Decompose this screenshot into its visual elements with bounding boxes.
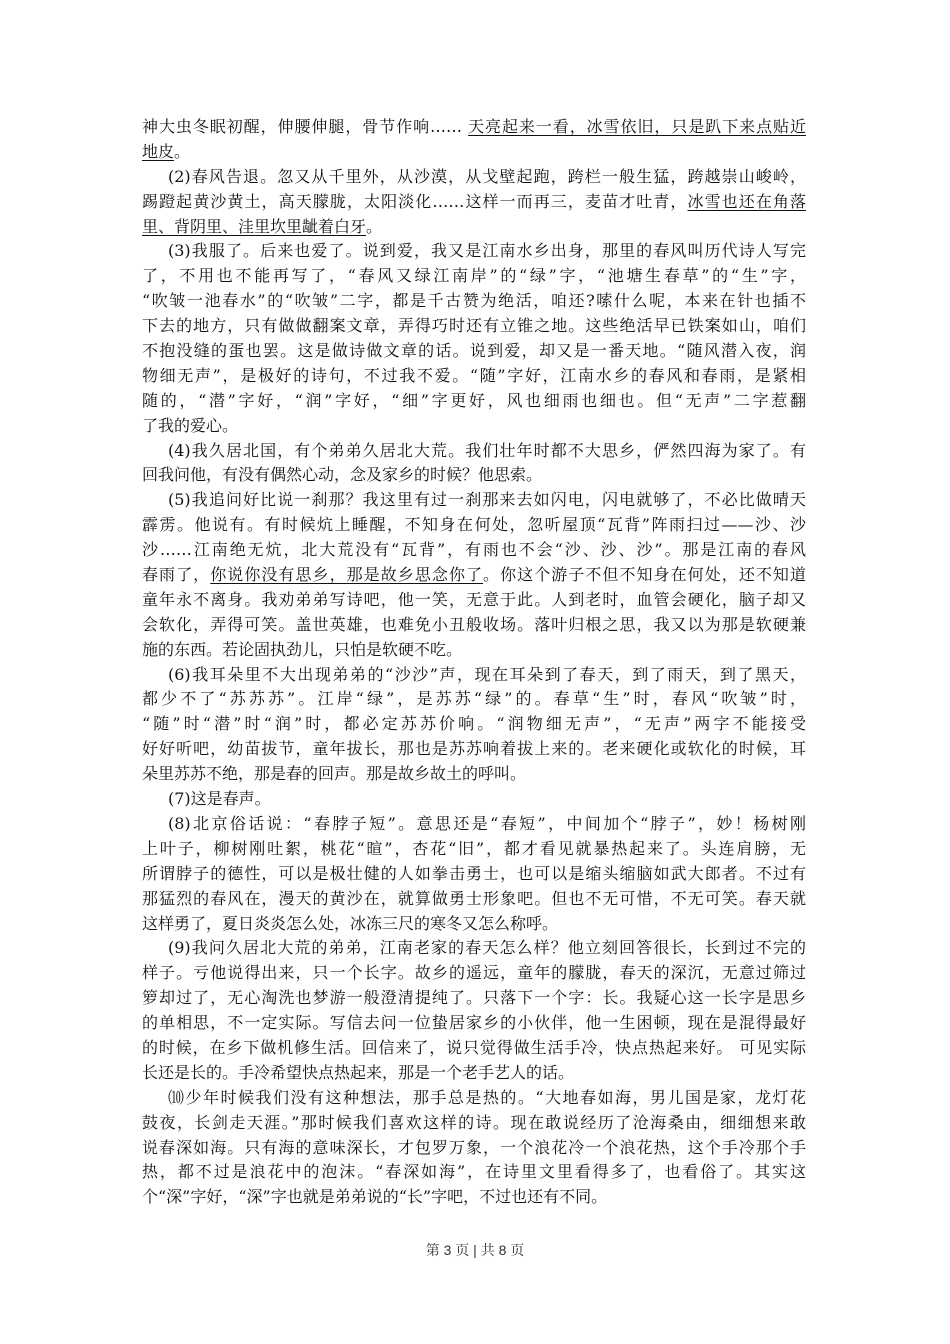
paragraph [142, 812, 806, 936]
text-line: 上叶子，柳树刚吐絮，桃花“暄”，杏花“旧”，都才看见就暴热起来了。头连肩膀，无 [142, 838, 806, 858]
text-line: 热，都不过是浪花中的泡沫。“春深如海”，在诗里文里看得多了，也看俗了。其实这 [142, 1162, 806, 1182]
page-number: 第 3 页 | 共 8 页 [425, 1242, 525, 1258]
text-line: 了，不用也不能再写了，“春风又绿江南岸”的“绿”字，“池塘生春草”的“生”字， [142, 266, 806, 286]
text-line [142, 215, 806, 240]
text-line: 物细无声”，是极好的诗句，不过我不爱。“随”字好，江南水乡的春风和春雨，是紧相 [142, 365, 806, 385]
text-line: 施的东西。若论固执劲儿，只怕是软硬不吃。 [142, 639, 463, 659]
underlined-text: 你说你没有思乡，那是故乡思念你了 [210, 565, 484, 585]
paragraph [142, 239, 806, 438]
text-line: (7)这是春声。 [168, 789, 271, 809]
text-line: (9)我问久居北大荒的弟弟，江南老家的春天怎么样？他立刻回答很长，长到过不完的 [168, 938, 806, 958]
text-line: “吹皱一池春水”的“吹皱”二字，都是千古赞为绝活，咱还?嗦什么呢，本来在针也插不 [142, 291, 806, 311]
text-segment: 。 [174, 141, 191, 161]
text-line: (5)我追问好比说一刹那？我这里有过一刹那来去如闪电，闪电就够了，不必比做晴天 [168, 490, 806, 510]
text-line: “随”时“潜”时“润”时，都必定苏苏价响。“润物细无声”，“无声”两字不能接受 [142, 714, 806, 734]
text-line: 样子。亏他说得出来，只一个长字。故乡的遥远，童年的朦胧，春天的深沉，无意过筛过 [142, 963, 806, 983]
text-line: 了我的爱心。 [142, 415, 239, 435]
text-line: (2)春风告退。忽又从千里外，从沙漠，从戈壁起跑，跨栏一般生猛，跨越崇山峻岭， [168, 166, 806, 186]
text-line: 不抱没缝的蛋也罢。这是做诗做文章的话。说到爱，却又是一番天地。“随风潜入夜，润 [142, 341, 806, 361]
text-line: 个“深”字好，“深”字也就是弟弟说的“长”字吧，不过也还有不同。 [142, 1187, 608, 1207]
paragraph [142, 1086, 806, 1210]
text-line: 随的，“潜”字好，“润”字好，“细”字更好，风也细雨也细也。但“无声”二字惹翻 [142, 390, 806, 410]
text-segment: 。 [366, 216, 383, 236]
text-segment: 踢蹬起黄沙黄土，高天朦胧，太阳淡化……这样一而再三，麦苗才吐青， [142, 191, 688, 211]
text-line: 鼓夜，长剑走天涯。”那时候我们喜欢这样的诗。现在敢说经历了沧海桑由，细细想来敢 [142, 1112, 806, 1132]
text-line: (6)我耳朵里不大出现弟弟的“沙沙”声，现在耳朵到了春天，到了雨天，到了黑天， [168, 664, 806, 684]
text-line: 回我问他，有没有偶然心动，念及家乡的时候？他思索。 [142, 465, 543, 485]
text-line [142, 563, 806, 588]
text-line: ⑽少年时候我们没有这种想法，那手总是热的。“大地春如海，男儿国是家，龙灯花 [168, 1087, 806, 1107]
text-line: 下去的地方，只有做做翻案文章，弄得巧时还有立锥之地。这些绝活早已铁案如山，咱们 [142, 316, 806, 336]
text-line: 都少不了“苏苏苏”。江岸“绿”，是苏苏“绿”的。春草“生”时，春风“吹皱”时， [142, 689, 806, 709]
text-segment: 春雨了， [142, 565, 211, 585]
paragraph [142, 663, 806, 787]
text-line: 朵里苏苏不绝，那是春的回声。那是故乡故土的呼叫。 [142, 764, 527, 784]
text-line: 会软化，弄得可笑。盖世英雄，也难免小丑般收场。落叶归根之思，我又以为那是软硬兼 [142, 614, 806, 634]
text-line: 的时候，在乡下做机修生活。回信来了，说只觉得做生活手冷，快点热起来好。 可见实际 [142, 1037, 806, 1057]
text-line: (3)我服了。后来也爱了。说到爱，我又是江南水乡出身，那里的春风叫历代诗人写完 [168, 241, 806, 261]
text-segment: 。你这个游子不但不知身在何处，还不知道 [483, 565, 806, 585]
text-line: 这样勇了，夏日炎炎怎么处，冰冻三尺的寒冬又怎么称呼。 [142, 913, 559, 933]
text-line: 的单相思，不一定实际。写信去问一位蛰居家乡的小伙伴，他一生困顿，现在是混得最好 [142, 1013, 806, 1033]
paragraph [142, 165, 806, 240]
underlined-text: 天亮起来一看，冰雪依旧，只是趴下来点贴近 [468, 117, 806, 136]
paragraph [142, 439, 806, 489]
text-segment: 神大虫冬眠初醒，伸腰伸腿，骨节作响…… [142, 117, 469, 136]
text-line: 箩却过了，无心淘洗也梦游一般澄清提纯了。只落下一个字：长。我疑心这一长字是思乡 [142, 988, 806, 1008]
document-body [142, 115, 806, 1210]
paragraph [142, 787, 806, 812]
text-line: 说春深如海。只有海的意味深长，才包罗万象，一个浪花冷一个浪花热，这个手冷那个手 [142, 1137, 806, 1157]
text-line: 沙……江南绝无炕，北大荒没有“瓦背”，有雨也不会“沙、沙、沙”。那是江南的春风 [142, 540, 806, 560]
text-line [142, 190, 806, 215]
paragraph [142, 115, 806, 165]
underlined-text: 里、背阴里、洼里坎里龇着白牙 [142, 216, 367, 236]
text-line: 所谓脖子的德性，可以是极壮健的人如拳击勇士，也可以是缩头缩脑如武大郎者。不过有 [142, 863, 806, 883]
text-line: 那猛烈的春风在，漫天的黄沙在，就算做勇士形象吧。但也不无可惜，不无可笑。春天就 [142, 888, 806, 908]
paragraph [142, 936, 806, 1085]
underlined-text: 冰雪也还在角落 [687, 191, 806, 211]
text-line: 好好听吧，幼苗拔节，童年拔长，那也是苏苏响着拔上来的。老来硬化或软化的时候，耳 [142, 739, 806, 759]
text-line: (4)我久居北国，有个弟弟久居北大荒。我们壮年时都不大思乡，俨然四海为家了。有 [168, 440, 806, 460]
paragraph [142, 488, 806, 662]
underlined-text: 地皮 [142, 141, 175, 161]
text-line [142, 115, 806, 140]
text-line: 童年永不离身。我劝弟弟写诗吧，他一笑，无意于此。人到老时，血管会硬化，脑子却又 [142, 589, 806, 609]
text-line: 霹雳。他说有。有时候炕上睡醒，不知身在何处，忽听屋顶“瓦背”阵雨扫过——沙、沙 [142, 515, 806, 535]
text-line: 长还是长的。手冷希望快点热起来，那是一个老手艺人的话。 [142, 1062, 575, 1082]
text-line [142, 140, 806, 165]
text-line: (8)北京俗话说：“春脖子短”。意思还是“春短”，中间加个“脖子”，妙！杨树刚 [168, 813, 806, 833]
